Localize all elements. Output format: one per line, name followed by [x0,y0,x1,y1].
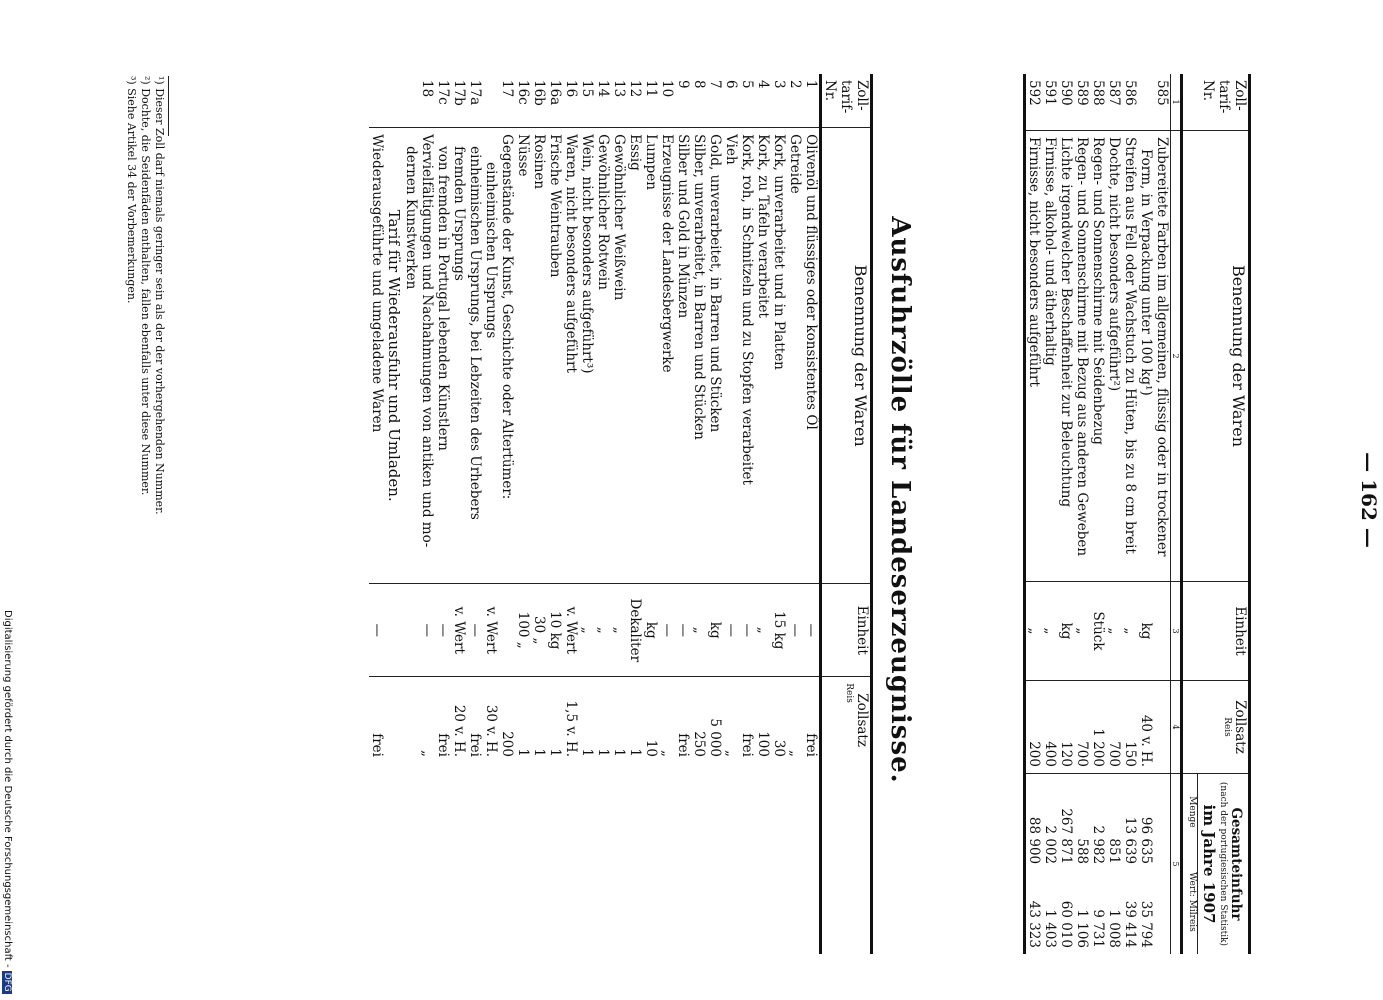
header-unit: Einheit [821,584,872,677]
table-row [1058,74,1074,954]
table-row [675,74,691,954]
table-row [595,74,611,954]
footnote: ¹) Dieser Zoll darf niemals geringer sein als der der vorhergehenden Nummer. [153,76,166,515]
row-tariff-nr: 11 [643,80,659,98]
header-rate: Zollsatz Reis [821,677,872,763]
table-row [1025,74,1043,954]
row-rate: 1 [547,677,563,763]
table-row [1106,74,1122,954]
row-name: Kork, roh, in Schnitzeln und zu Stopfen verarbeitet [739,128,755,584]
row-unit: „ [691,584,707,677]
row-unit: 10 kg [547,584,563,677]
row-tariff-nr: 585 [1154,80,1170,106]
row-unit: — [739,584,755,677]
row-rate: 120 [1058,681,1074,774]
row-unit: v. Wert [483,584,499,677]
row-name: Zubereitete Farben im allgemeinen, flüssig oder in trockener [1154,131,1171,582]
row-name: Frische Weintrauben [547,128,563,584]
row-tariff-nr: 16c [515,80,531,105]
row-unit: „ [1042,582,1058,681]
row-unit: — [467,584,483,677]
row-rate: „ [723,677,739,763]
header-rate: Zollsatz Reis [1182,681,1250,774]
row-unit: „ [579,584,595,677]
header-name: Benennung der Waren [1182,131,1250,582]
row-unit: „ [1074,582,1090,681]
row-unit: — [803,584,821,677]
row-rate: 100 [755,677,771,763]
row-unit: kg [707,584,723,677]
table-row [739,74,755,954]
row-name: Nüsse [515,128,531,584]
table-row [499,74,515,954]
row-name: Kork, zu Tafeln verarbeitet [755,128,771,584]
row-value: 9 731 [1090,909,1106,948]
row-rate: „ [419,677,435,763]
row-quantity: 88 900 [1025,774,1043,871]
table-row [563,74,579,954]
row-quantity [1154,774,1171,871]
row-name: von fremden in Portugal lebenden Künstlern [435,128,451,584]
row-rate: 700 [1074,681,1090,774]
row-unit: v. Wert [451,584,467,677]
row-unit: — [675,584,691,677]
row-rate: 10 [643,677,659,763]
row-rate [1154,681,1171,774]
table-row [611,74,627,954]
row-unit: kg [1058,582,1074,681]
header-tariff-nr: Zoll- tarif- Nr. [822,80,870,114]
digitization-credit: Digitalisierung gefördert durch die Deutsche Forschungsgemeinschaft -DFG [2,610,13,992]
row-unit: — [723,584,739,677]
row-tariff-nr: 587 [1106,80,1122,106]
row-name: Gold, unverarbeitet, in Barren und Stücken [707,128,723,584]
row-unit: „ [611,584,627,677]
row-name: fremden Ursprungs [451,128,467,584]
row-unit: „ [1106,582,1122,681]
row-name: Olivenöl und flüssiges oder konsistentes Öl [803,128,821,584]
row-rate: 1 [515,677,531,763]
row-unit [1154,582,1171,681]
table-row [403,74,419,954]
header-tariff-nr: Zoll- tarif- Nr. [1200,80,1248,114]
row-tariff-nr: 592 [1026,80,1042,106]
row-tariff-nr: 588 [1090,80,1106,106]
row-unit: kg [643,584,659,677]
header-unit: Einheit [1182,582,1250,681]
row-tariff-nr: 10 [659,80,675,98]
row-rate: frei [467,677,483,763]
row-rate: 1 [531,677,547,763]
row-unit: — [419,584,435,677]
row-unit: v. Wert [563,584,579,677]
row-tariff-nr: 2 [787,80,803,89]
row-unit: — [659,584,675,677]
table-row [419,74,435,954]
row-rate: 1 200 [1090,681,1106,774]
row-value: 1 008 [1106,909,1122,948]
row-tariff-nr: 18 [419,80,435,98]
row-value: 60 010 [1058,900,1074,948]
table-row [1090,74,1106,954]
row-unit: 30 „ [531,584,547,677]
row-rate: frei [435,677,451,763]
row-name: Lichte irgendwelcher Beschaffenheit zur Beleuchtung [1058,131,1074,582]
row-tariff-nr: 591 [1042,80,1058,106]
row-unit: — [787,584,803,677]
table-row [707,74,723,954]
row-unit: Stück [1090,582,1106,681]
row-name: Gewöhnlicher Weißwein [611,128,627,584]
table-row [515,74,531,954]
row-name: Getreide [787,128,803,584]
row-tariff-nr: 17b [451,80,467,106]
row-name: Waren, nicht besonders aufgeführt [563,128,579,584]
row-rate: frei [803,677,821,763]
table-row [1154,74,1171,954]
table-row [369,74,385,954]
row-quantity: 96 635 [1138,774,1154,871]
row-rate: „ [659,677,675,763]
row-rate: 30 [771,677,787,763]
row-name: Silber, unverarbeitet, in Barren und Stücken [691,128,707,584]
row-rate: 30 v. H. [483,677,499,763]
row-unit: „ [755,584,771,677]
row-unit: — [435,584,451,677]
row-name: Firnisse, nicht besonders aufgeführt [1025,131,1043,582]
row-value: 43 323 [1026,900,1042,948]
row-unit: „ [595,584,611,677]
row-name: Gegenstände der Kunst, Geschichte oder Altertümer: [499,128,515,584]
row-name: Silber und Gold in Münzen [675,128,691,584]
row-name: Form, in Verpackung unter 100 kg¹) [1138,131,1154,582]
row-rate: „ [787,677,803,763]
row-name: Lumpen [643,128,659,584]
row-name: Wein, nicht besonders aufgeführt³) [579,128,595,584]
row-unit: 15 kg [771,584,787,677]
row-quantity: 2 002 [1042,774,1058,871]
row-value [1154,870,1171,954]
row-name: Vieh [723,128,739,584]
row-name: Essig [627,128,643,584]
row-tariff-nr: 4 [755,80,771,89]
row-rate: 150 [1122,681,1138,774]
row-tariff-nr [483,74,499,128]
row-tariff-nr: 16 [563,80,579,98]
row-tariff-nr: 589 [1074,80,1090,106]
table-row [435,74,451,954]
row-rate: 400 [1042,681,1058,774]
table-row [467,74,483,954]
row-tariff-nr: 16a [547,80,563,106]
row-tariff-nr: 6 [723,80,739,89]
table-row [803,74,821,954]
header-import: Gesamteinfuhr (nach der portugiesischen Statistik) im Jahre 1907 Menge Wert: Milreis [1182,774,1250,955]
footnote: ²) Dochte, die Seidenfäden enthalten, fallen ebenfalls unter diese Nummer. [139,76,152,496]
row-rate: 1 [579,677,595,763]
import-table: Zoll- tarif- Nr. Benennung der Waren Einheit Zollsatz Reis Gesamteinfuhr (nach der portugiesischen Statistik) im Jahre 1907 Menge Wert: Milreis 1 2 3 4 5 585 Zubereitete Farben im allgemeinen, flüssig oder in trockener Form, in Verpackung unter 100 kg¹) kg 40 v. H. 96 635 35 794 586 Streifen aus Fell oder Wachstuch zu Hüten, bis zu 8 cm breit „ 150 13 639 39 414 587 Dochte, nicht besonders aufgeführt²) „ 700 851 1 008 588 Regen- und Sonnenschirme mit Seidenbezug Stück 1 200 2 982 9 731 589 Regen- und Sonnenschirme mit Bezug aus anderen Geweben „ 700 588 1 106 590 Lichte irgendwelcher Beschaffenheit zur Beleuchtung kg 120 267 871 60 010 591 Firnisse, alkohol- und ätherhaltig „ 400 2 002 1 403 592 Firnisse, nicht besonders aufgeführt „ 200 88 900 43 323 [1023,74,1251,954]
table-row [755,74,771,954]
row-rate: frei [369,677,385,763]
table-row [483,74,499,954]
table-row [787,74,803,954]
table-row [531,74,547,954]
row-unit: kg [1138,582,1154,681]
row-unit: Dekaliter [627,584,643,677]
row-rate: 200 [499,677,515,763]
row-name: einheimischen Ursprungs, bei Lebzeiten des Urhebers [467,128,483,584]
row-rate: frei [675,677,691,763]
table-row [1042,74,1058,954]
row-value: 39 414 [1122,900,1138,948]
row-name: Streifen aus Fell oder Wachstuch zu Hüten, bis zu 8 cm breit [1122,131,1138,582]
row-tariff-nr: 9 [675,80,691,89]
row-rate [403,677,419,763]
header-name: Benennung der Waren [821,128,872,584]
footnote: ³) Siehe Artikel 34 der Vorbemerkungen. [125,76,138,304]
row-unit [403,584,419,677]
table-row [451,74,467,954]
table-row [1074,74,1090,954]
table-row [691,74,707,954]
row-tariff-nr: 15 [579,80,595,98]
row-unit: 100 „ [515,584,531,677]
row-tariff-nr [403,74,419,128]
row-quantity: 2 982 [1090,774,1106,871]
section-title: Ausfuhrzölle für Landeserzeugnisse. [885,216,915,784]
row-tariff-nr: 17c [435,80,451,105]
row-rate: frei [739,677,755,763]
tarif-heading: Tarif für Wiederausfuhr und Umladen. [385,128,403,584]
table-row [579,74,595,954]
row-tariff-nr: 7 [707,80,723,89]
table-row [659,74,675,954]
table-row [643,74,659,954]
row-name: Regen- und Sonnenschirme mit Seidenbezug [1090,131,1106,582]
row-rate: 1,5 v. H. [563,677,579,763]
row-unit [499,584,515,677]
row-name: Kork, unverarbeitet und in Platten [771,128,787,584]
row-tariff-nr: 3 [771,80,787,89]
table-row [547,74,563,954]
table-row [771,74,787,954]
row-name: Rosinen [531,128,547,584]
row-tariff-nr: 1 [803,80,819,89]
row-name: dernen Kunstwerken [403,128,419,584]
row-rate: 20 v. H. [451,677,467,763]
row-name: einheimischen Ursprungs [483,128,499,584]
row-name: Dochte, nicht besonders aufgeführt²) [1106,131,1122,582]
row-rate: 1 [627,677,643,763]
row-unit: „ [1025,582,1043,681]
row-rate: 1 [595,677,611,763]
row-tariff-nr [1138,74,1154,131]
row-rate: 40 v. H. [1138,681,1154,774]
row-name: Firnisse, alkohol- und ätherhaltig [1042,131,1058,582]
page-number: — 162 — [1357,452,1381,548]
row-tariff-nr: 8 [691,80,707,89]
table-row [627,74,643,954]
row-tariff-nr: 14 [595,80,611,98]
row-rate: 250 [691,677,707,763]
row-tariff-nr: 16b [531,80,547,106]
row-tariff-nr: 590 [1058,80,1074,106]
row-rate: 5 000 [707,677,723,763]
row-value: 1 106 [1074,909,1090,948]
row-unit: „ [1122,582,1138,681]
row-tariff-nr: 17 [499,80,515,98]
row-tariff-nr: 5 [739,80,755,89]
row-rate: 1 [611,677,627,763]
row-tariff-nr: 17a [467,80,483,106]
row-value: 35 794 [1138,900,1154,948]
row-quantity: 267 871 [1058,774,1074,871]
row-name: Regen- und Sonnenschirme mit Bezug aus anderen Geweben [1074,131,1090,582]
row-rate: 200 [1025,681,1043,774]
row-name: Gewöhnlicher Rotwein [595,128,611,584]
table-row [1138,74,1154,954]
footnotes [124,76,169,956]
row-name: Vervielfältigungen und Nachahmungen von antiken und mo- [419,128,435,584]
row-value: 1 403 [1042,909,1058,948]
row-tariff-nr: 586 [1122,80,1138,106]
row-name: Erzeugnisse der Landesbergwerke [659,128,675,584]
row-rate: 700 [1106,681,1122,774]
row-name: Wiederausgeführte und umgeladene Waren [369,128,385,584]
row-tariff-nr: 12 [627,80,643,98]
dfg-logo: DFG [2,972,12,992]
table-row [723,74,739,954]
row-quantity: 851 [1106,774,1122,871]
row-unit: — [369,584,385,677]
row-quantity: 588 [1074,774,1090,871]
table-row [1122,74,1138,954]
row-tariff-nr: 13 [611,80,627,98]
row-quantity: 13 639 [1122,774,1138,871]
export-table [369,74,873,954]
